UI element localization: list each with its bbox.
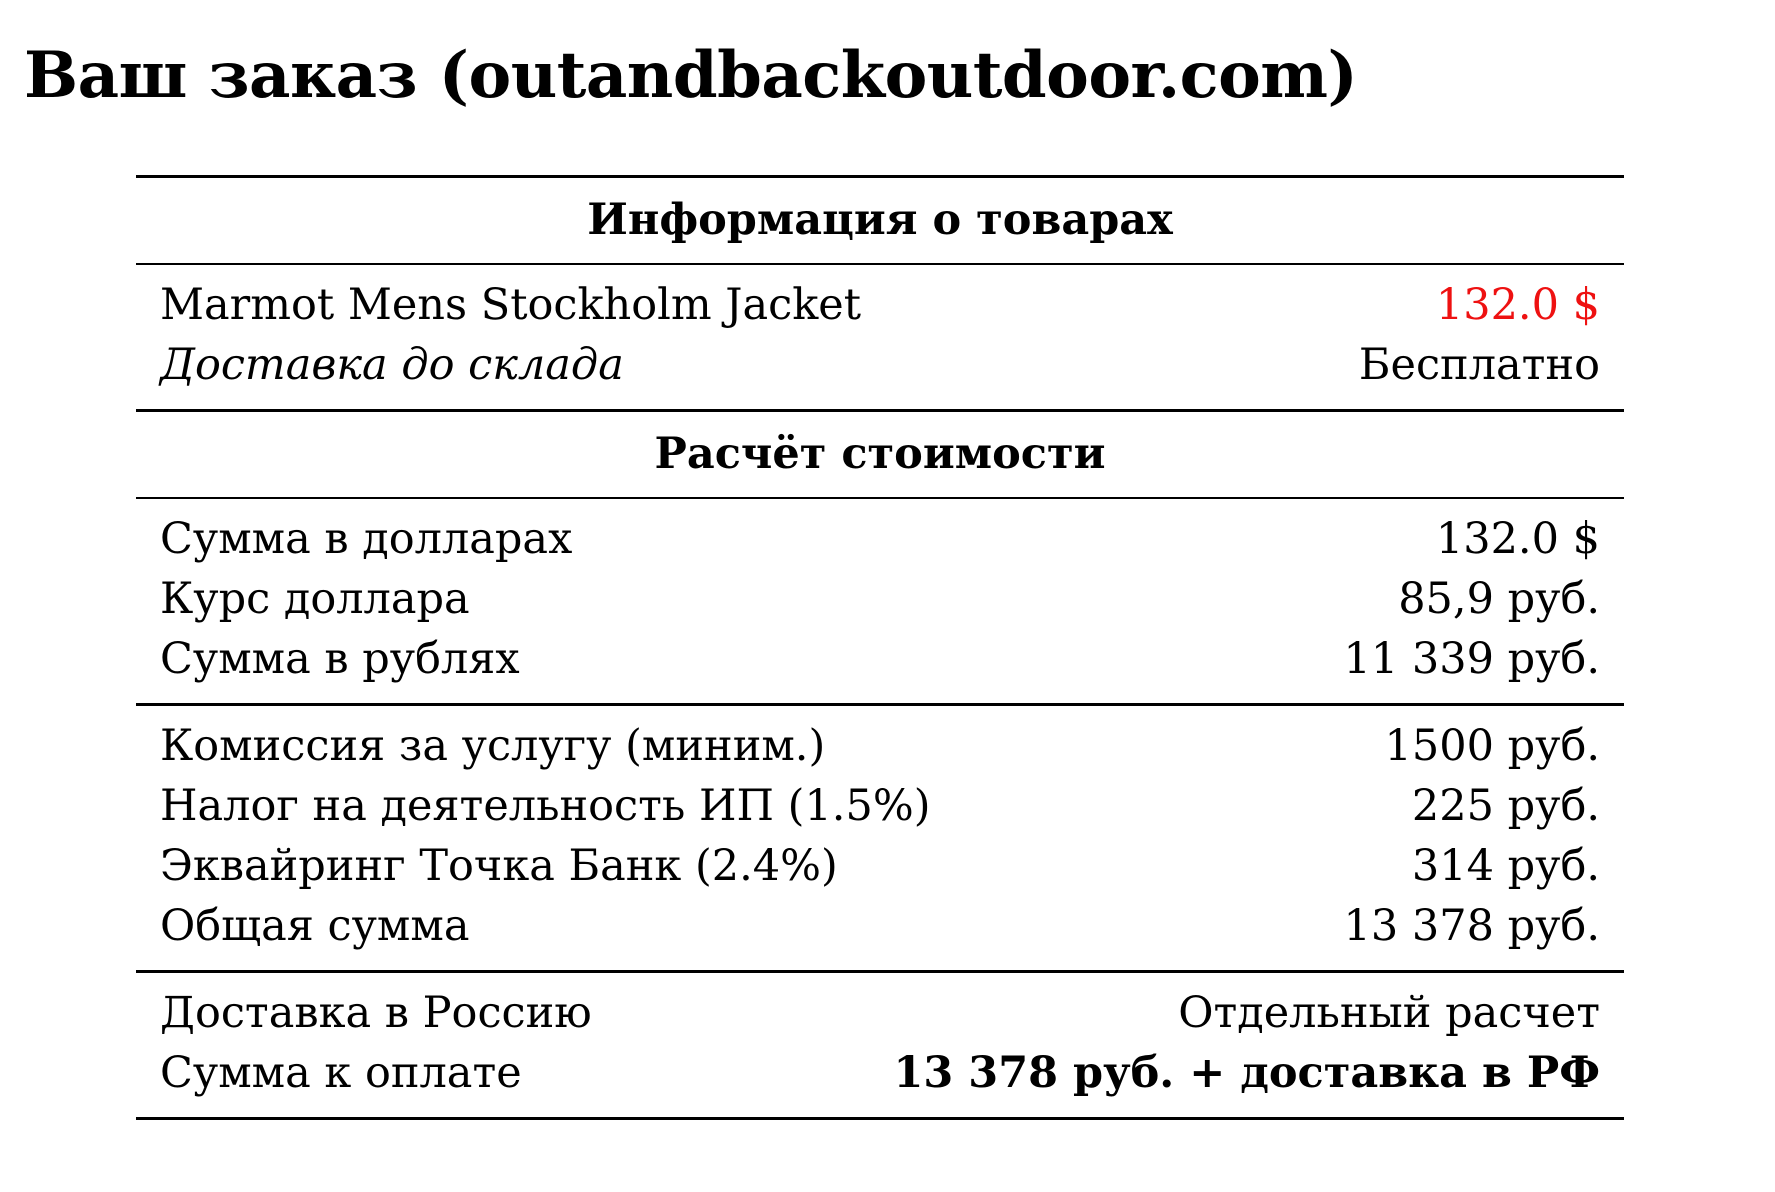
exchange-rate-label: Курс доллара [160, 574, 470, 624]
rub-sum-label: Сумма в рублях [160, 634, 520, 684]
usd-sum-value: 132.0 $ [1435, 514, 1600, 564]
order-summary-table [136, 175, 1624, 1120]
service-fee-row [160, 716, 1600, 776]
conversion-group [136, 499, 1624, 703]
exchange-rate-row [160, 569, 1600, 629]
product-price: 132.0 $ [1435, 280, 1600, 330]
acquiring-value: 314 руб. [1411, 841, 1600, 891]
product-info-header: Информация о товарах [587, 195, 1173, 245]
amount-due-value: 13 378 руб. + доставка в РФ [893, 1048, 1600, 1098]
product-info-group [136, 265, 1624, 409]
total-row [160, 896, 1600, 956]
table-bottom-rule [136, 1117, 1624, 1120]
tax-row [160, 776, 1600, 836]
total-value: 13 378 руб. [1343, 901, 1600, 951]
service-fee-value: 1500 руб. [1384, 721, 1600, 771]
amount-due-row [160, 1043, 1600, 1103]
russia-shipping-label: Доставка в Россию [160, 988, 592, 1038]
rub-sum-row [160, 629, 1600, 689]
warehouse-shipping-row [160, 335, 1600, 395]
tax-label: Налог на деятельность ИП (1.5%) [160, 781, 931, 831]
product-row [160, 275, 1600, 335]
fees-group [136, 706, 1624, 970]
usd-sum-row [160, 509, 1600, 569]
product-name: Marmot Mens Stockholm Jacket [160, 280, 862, 330]
acquiring-row [160, 836, 1600, 896]
russia-shipping-value: Отдельный расчет [1178, 988, 1600, 1038]
page-title: Ваш заказ (outandbackoutdoor.com) [24, 38, 1358, 113]
tax-value: 225 руб. [1411, 781, 1600, 831]
rub-sum-value: 11 339 руб. [1343, 634, 1600, 684]
warehouse-shipping-value: Бесплатно [1358, 340, 1600, 390]
exchange-rate-value: 85,9 руб. [1398, 574, 1600, 624]
amount-due-label: Сумма к оплате [160, 1048, 522, 1098]
warehouse-shipping-label: Доставка до склада [160, 340, 624, 390]
final-group [136, 973, 1624, 1117]
total-label: Общая сумма [160, 901, 470, 951]
usd-sum-label: Сумма в долларах [160, 514, 573, 564]
acquiring-label: Эквайринг Точка Банк (2.4%) [160, 841, 838, 891]
cost-calculation-header: Расчёт стоимости [654, 429, 1106, 479]
service-fee-label: Комиссия за услугу (миним.) [160, 721, 826, 771]
russia-shipping-row [160, 983, 1600, 1043]
